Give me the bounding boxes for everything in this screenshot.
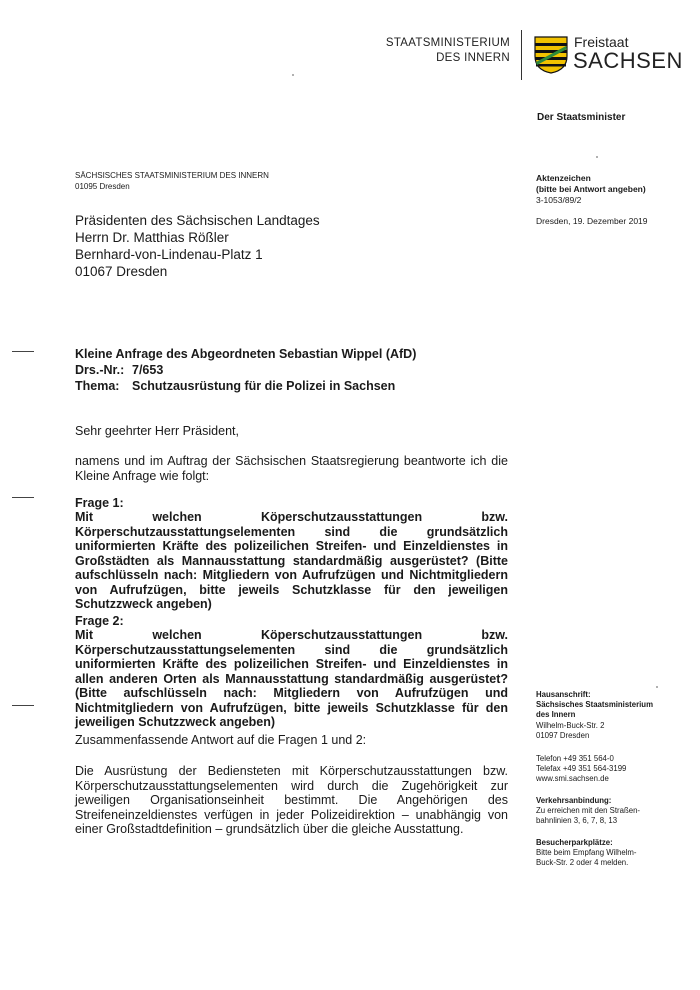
recipient-line2: Herrn Dr. Matthias Rößler (75, 230, 229, 245)
parking-label: Besucherparkplätze: (536, 838, 613, 847)
drs-value: 7/653 (132, 363, 164, 377)
reference-hint: (bitte bei Antwort angeben) (536, 184, 646, 194)
sender-line2: 01095 Dresden (75, 182, 130, 191)
ministry-name-line2: DES INNERN (436, 52, 510, 64)
subject-title: Kleine Anfrage des Abgeordneten Sebastian Wippel (AfD) (75, 347, 417, 361)
transport-block (536, 796, 676, 827)
parking-line2: Buck-Str. 2 oder 4 melden. (536, 858, 629, 868)
letter-date: Dresden, 19. Dezember 2019 (536, 216, 648, 226)
phone: Telefon +49 351 564-0 (536, 754, 614, 763)
ministry-name (380, 36, 510, 66)
answer-heading: Zusammenfassende Antwort auf die Fragen 1 und 2: (75, 733, 367, 747)
address-city: 01097 Dresden (536, 730, 590, 740)
address-org1: Sächsisches Staatsministerium (536, 700, 654, 710)
transport-label: Verkehrsanbindung: (536, 796, 612, 805)
address-label: Hausanschrift: (536, 690, 591, 699)
minister-title: Der Staatsminister (537, 112, 626, 123)
transport-line2: bahnlinien 3, 6, 7, 8, 13 (536, 816, 618, 826)
thema-value: Schutzausrüstung für die Polizei in Sachsen (132, 379, 396, 393)
header-divider (521, 30, 522, 80)
fold-mark-bottom (12, 705, 34, 706)
answer-text: Die Ausrüstung der Bediensteten mit Körperschutzausstattungen bzw. Körperschutzausstattungselementen wird durch die Zugehörigkeit zur jeweiligen Organisationseinheit bestimmt. Die Angehörigen des Streifeneinzeldienstes verfügen in jeder Polizeidirektion – unabhängig von einer Großstadtdefinition – grundsätzlich über die gleiche Ausstattung. (75, 764, 508, 836)
parking-line1: Bitte beim Empfang Wilhelm- (536, 848, 637, 858)
scan-speck (596, 156, 598, 158)
drs-label: Drs.-Nr.: (75, 363, 125, 377)
freistaat-label: Freistaat (574, 34, 629, 50)
reference-label: Aktenzeichen (536, 173, 591, 183)
reference-block (536, 173, 646, 206)
recipient-line3: Bernhard-von-Lindenau-Platz 1 (75, 247, 263, 262)
contact-block (536, 754, 676, 785)
sachsen-label: SACHSEN (573, 48, 683, 73)
ministry-name-line1: STAATSMINISTERIUM (385, 37, 510, 49)
fold-mark-top (12, 351, 34, 352)
scan-speck (656, 686, 658, 688)
sender-line1: SÄCHSISCHES STAATSMINISTERIUM DES INNERN (75, 171, 269, 180)
recipient-address (75, 212, 320, 280)
subject-drs (75, 362, 416, 378)
punch-mark (12, 497, 34, 498)
website-link: www.smi.sachsen.de (536, 774, 609, 784)
fax: Telefax +49 351 564-3199 (536, 764, 627, 774)
recipient-line4: 01067 Dresden (75, 264, 168, 279)
scan-speck (292, 74, 294, 76)
recipient-line1: Präsidenten des Sächsischen Landtages (75, 213, 320, 228)
sender-address (75, 170, 269, 192)
reference-number: 3-1053/89/2 (536, 195, 582, 205)
saxony-coat-of-arms-icon (534, 36, 568, 74)
question-2-label: Frage 2: (75, 614, 124, 628)
question-2-text: Mit welchen Köperschutzausstattungen bzw. Körperschutzausstattungselementen sind die grundsätzlich uniformierten Kräfte des polizeilichen Streifen- und Einzeldienstes in allen anderen Orten als Mannausstattung standardmäßig ausgerüstet? (Bitte aufschlüsseln nach: Mitgliedern von Aufrufzügen und Nichtmitgliedern von Aufrufzügen, bitte jeweils Schutzklasse für den jeweiligen Schutzzweck angeben) (75, 628, 508, 729)
intro-paragraph: namens und im Auftrag der Sächsischen Staatsregierung beantworte ich die Kleine Anfrage wie folgt: (75, 454, 508, 483)
subject-thema (75, 378, 416, 394)
transport-line1: Zu erreichen mit den Straßen- (536, 806, 641, 816)
address-block (536, 690, 676, 741)
address-org2: des Innern (536, 710, 576, 720)
question-1-label: Frage 1: (75, 496, 124, 510)
salutation: Sehr geehrter Herr Präsident, (75, 424, 239, 438)
subject-block (75, 346, 416, 394)
question-1-text: Mit welchen Köperschutzausstattungen bzw. Körperschutzausstattungselementen sind die grundsätzlich uniformierten Kräfte des polizeilichen Streifen- und Einzeldienstes in Großstädten als Mannausstattung standardmäßig ausgerüstet? (Bitte aufschlüsseln nach: Mitgliedern von Aufrufzügen und Nichtmitgliedern von Aufrufzügen, bitte jeweils Schutzklasse für den jeweiligen Schutzzweck angeben) (75, 510, 508, 611)
parking-block (536, 838, 676, 869)
address-street: Wilhelm-Buck-Str. 2 (536, 720, 605, 730)
thema-label: Thema: (75, 379, 120, 393)
